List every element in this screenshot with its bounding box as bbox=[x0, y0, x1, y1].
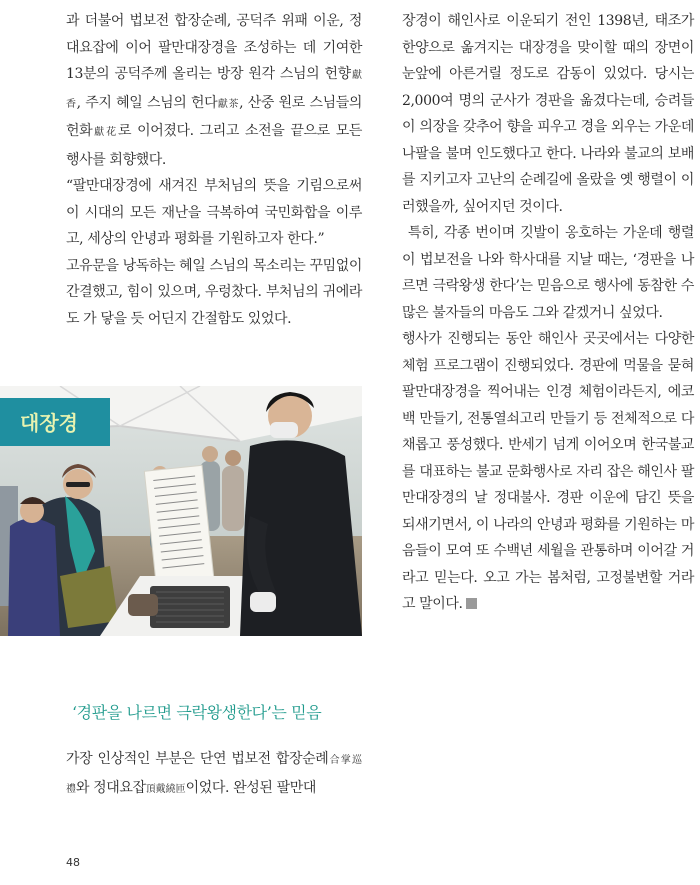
text-run: , 주지 혜일 스님의 헌다 bbox=[76, 94, 218, 111]
hanja-annotation: 合掌巡禮 bbox=[66, 755, 363, 795]
banner-text: 대장경 bbox=[20, 411, 78, 435]
paragraph: 특히, 각종 번이며 깃발이 옹호하는 가운데 행렬이 법보전을 나와 학사대를 지날 때는, ‘경판을 나르면 극락왕생 한다’는 믿음으로 행사에 동참한 수많은 불자들의 마음도 그와 같겠거니 싶었다. bbox=[402, 225, 694, 321]
left-column-bottom bbox=[66, 746, 362, 803]
text-run: 이었다. 완성된 팔만대 bbox=[185, 779, 316, 796]
hanja-annotation: 頂戴繞匝 bbox=[145, 783, 186, 795]
text-run: 행사가 진행되는 동안 해인사 곳곳에서는 다양한 체험 프로그램이 진행되었다. 경판에 먹물을 묻혀 팔만대장경을 찍어내는 인경 체험이라든지, 에코백 만들기, 전통열쇠고리 만들기 등 전체적으로 다채롭고 풍성했다. 반세기 넘게 이어오며 한국불교를 대표하는 불교 문화행사로 자리 잡은 해인사 팔만대장경의 날 정대불사. 경판 이운에 담긴 뜻을 되새기면서, 이 나라의 안녕과 평화를 기원하는 마음들이 모여 또 수백년 세월을 관통하며 이어갈 거라고 믿는다. 오고 가는 봄처럼, 고정불변할 거라고 말이다. bbox=[402, 331, 694, 612]
paragraph: 장경이 해인사로 이운되기 전인 1398년, 태조가 한양으로 옮겨지는 대장경을 맞이할 때의 장면이 눈앞에 아른거릴 정도로 감동이 있었다. 당시는 2,000여 명의 군사가 경판을 옮겼다는데, 승려들이 의장을 갖추어 향을 피우고 경을 외우는 가운데 나팔을 불며 인도했다고 한다. 나라와 불교의 보배를 지키고자 고난의 순례길에 올랐을 옛 행렬이 이러했을까, 싶어지던 것이다. bbox=[402, 13, 694, 215]
text-run: 가장 인상적인 부분은 단연 법보전 합장순례 bbox=[66, 751, 329, 767]
right-column bbox=[402, 8, 694, 618]
page-number: 48 bbox=[66, 856, 80, 869]
section-subheading: ‘경판을 나르면 극락왕생한다’는 믿음 bbox=[72, 703, 322, 722]
end-mark-icon bbox=[466, 598, 477, 609]
paragraph bbox=[402, 326, 694, 618]
paragraph bbox=[66, 8, 362, 173]
text-run: 와 정대요잡 bbox=[76, 779, 146, 796]
left-column-top bbox=[66, 8, 362, 332]
event-photo bbox=[0, 386, 362, 636]
paragraph bbox=[66, 746, 362, 803]
text-run: , 산중 원로 스님들의 헌화 bbox=[66, 94, 363, 139]
quote-paragraph: “팔만대장경에 새겨진 부처님의 뜻을 기림으로써 이 시대의 모든 재난을 극복하여 국민화합을 이루고, 세상의 안녕과 평화를 기원하고자 한다.” bbox=[66, 178, 362, 247]
hanja-annotation: 獻茶 bbox=[217, 98, 240, 110]
text-run: 로 이어졌다. 그리고 소전을 끝으로 모든 행사를 회향했다. bbox=[66, 123, 362, 168]
event-photo-illustration bbox=[0, 386, 362, 636]
text-run: 과 더불어 법보전 합장순례, 공덕주 위패 이운, 정대요잡에 이어 팔만대장경을 조성하는 데 기여한 13분의 공덕주께 올리는 방장 원각 스님의 헌향 bbox=[66, 13, 362, 82]
hanja-annotation: 獻花 bbox=[92, 127, 119, 138]
hanja-annotation: 獻香 bbox=[66, 70, 363, 110]
paragraph: 고유문을 낭독하는 혜일 스님의 목소리는 꾸밈없이 간결했고, 힘이 있으며, 우렁찼다. 부처님의 귀에라도 가 닿을 듯 어딘지 간절함도 있었다. bbox=[66, 257, 362, 327]
